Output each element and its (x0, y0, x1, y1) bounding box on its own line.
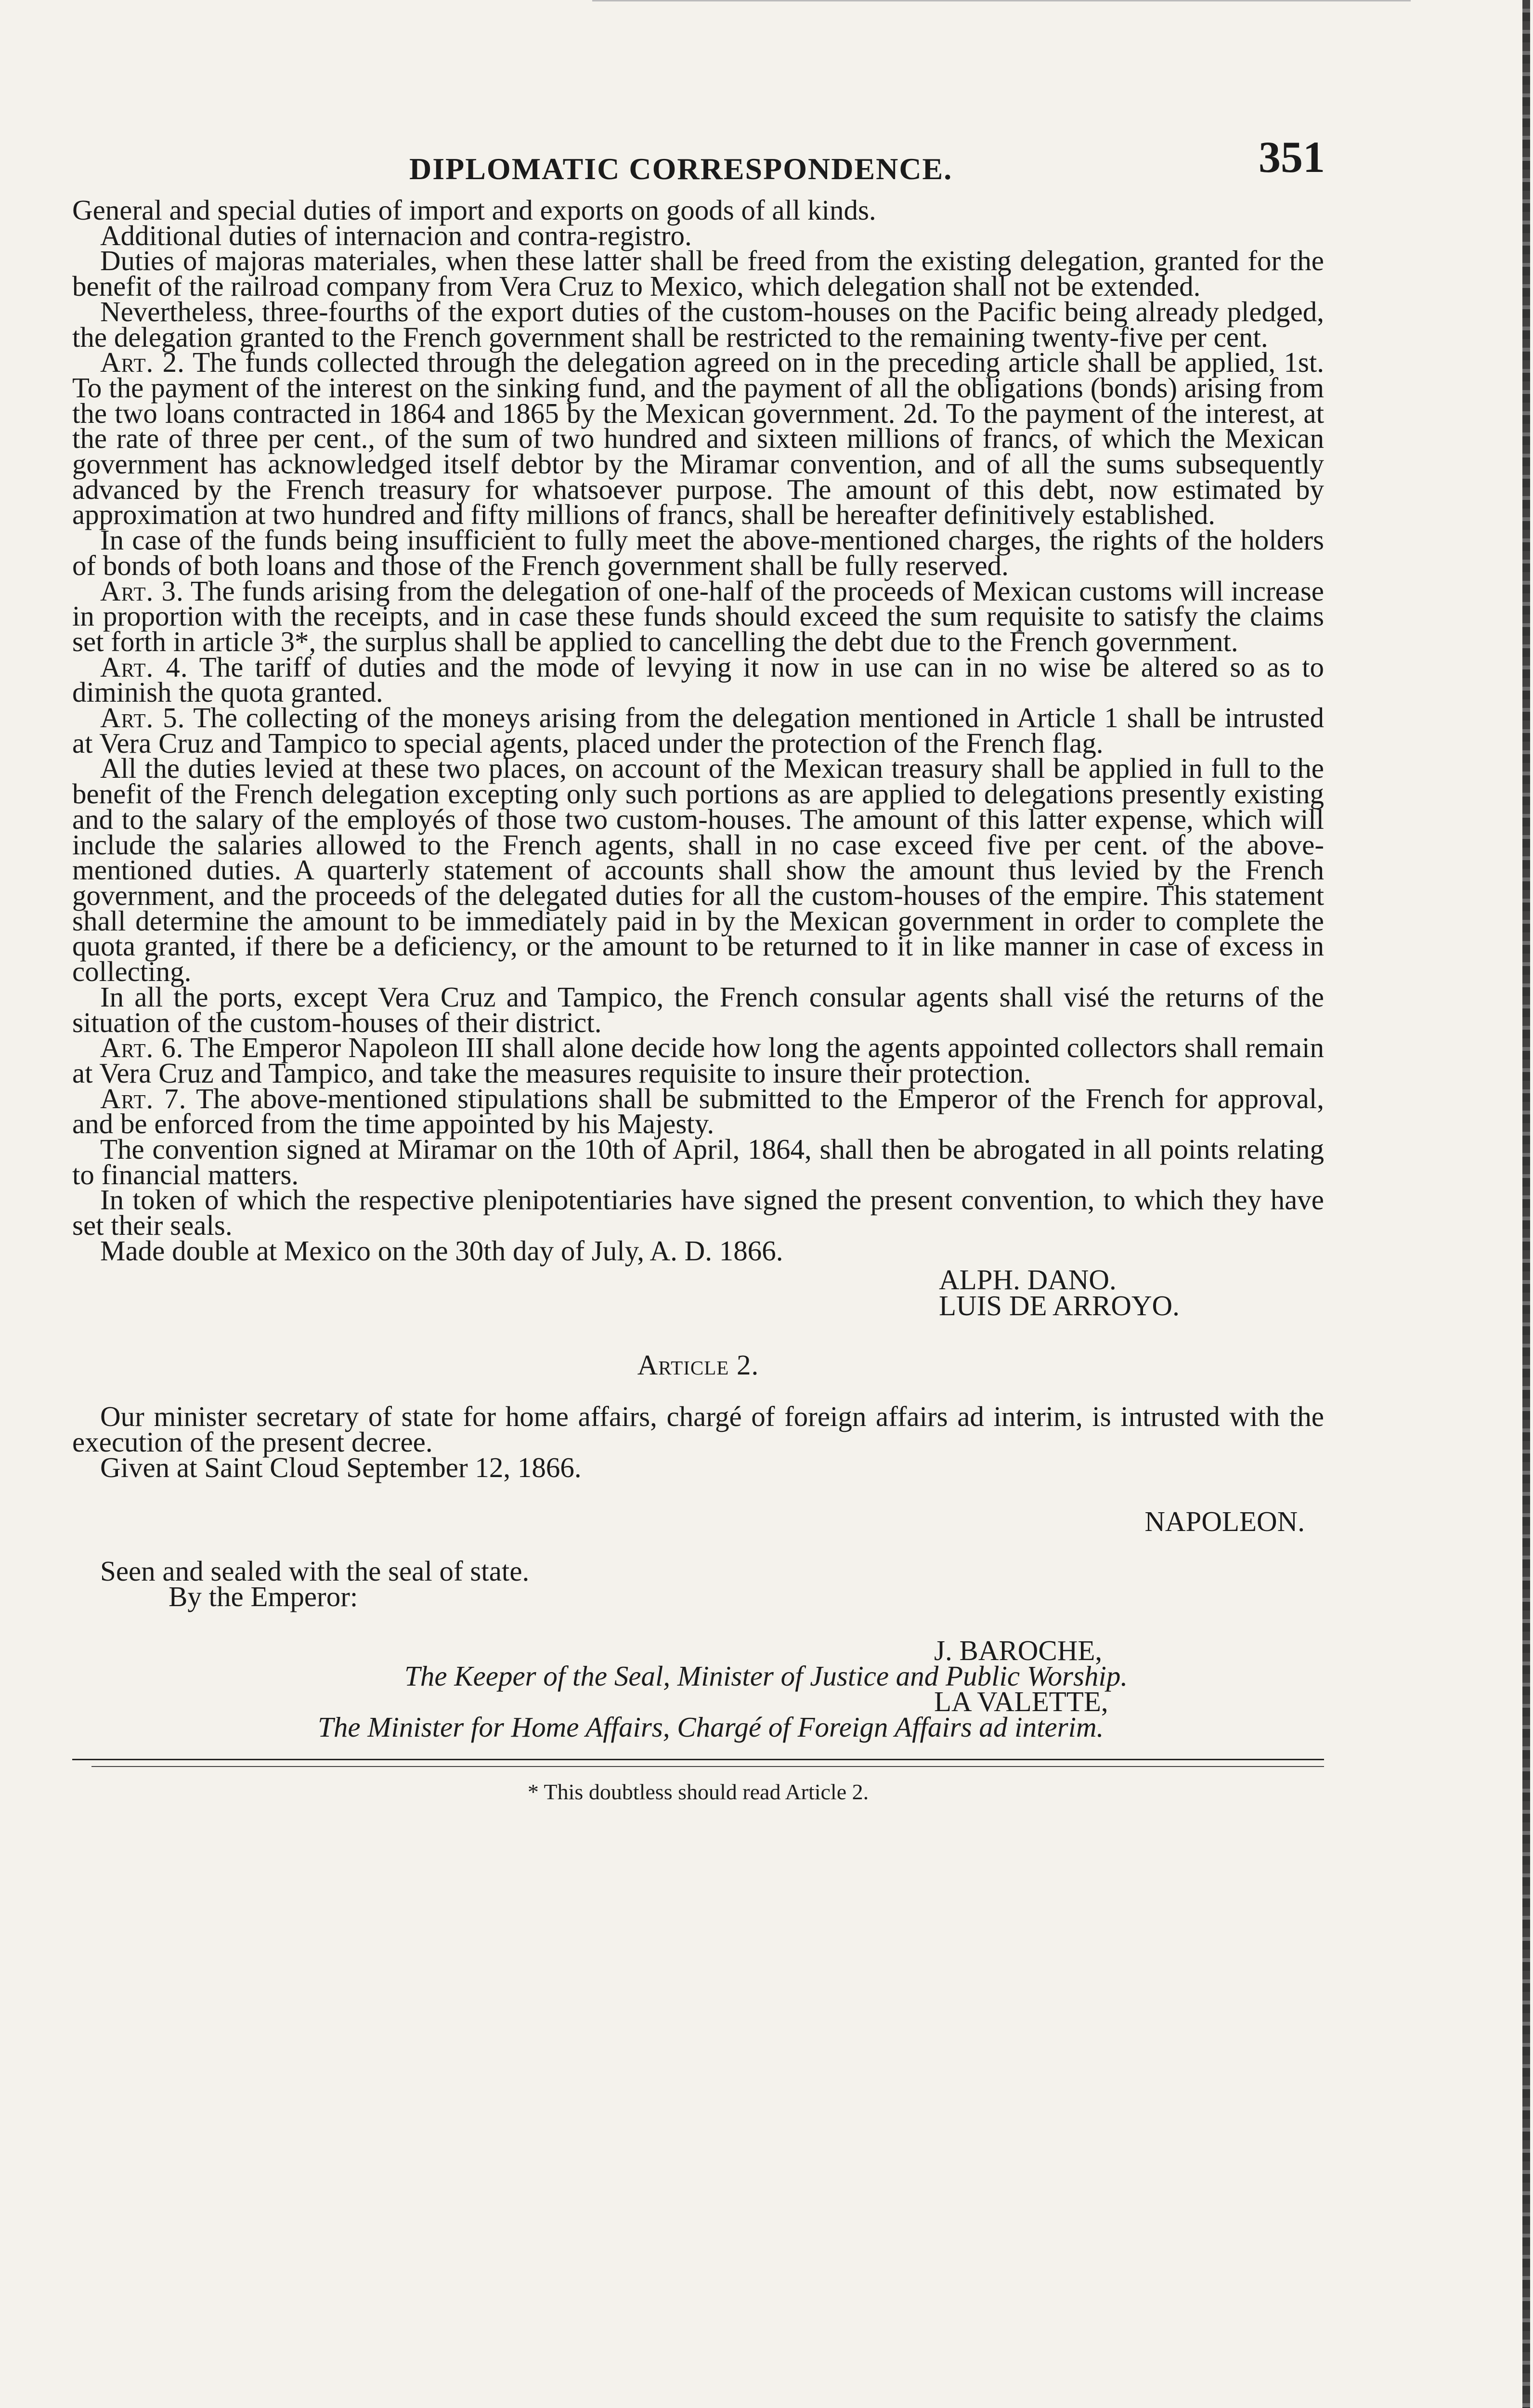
article-2-paragraph-2: Given at Saint Cloud September 12, 1866. (100, 1451, 582, 1483)
page-header (72, 132, 1325, 197)
closing-block (72, 1555, 1324, 1743)
article-label: Art. 3. (100, 575, 184, 607)
body-paragraph (72, 752, 1324, 988)
signatories-block (939, 1263, 1324, 1322)
page-number: 351 (1259, 132, 1325, 182)
body-paragraph (72, 524, 1324, 581)
paragraph-text: The collecting of the moneys arising from the delegation mentioned in Article 1 shall be intrusted at Vera Cruz and Tampico to special agents, placed under the protection of the French flag. (72, 702, 1324, 759)
signatory-dano: ALPH. DANO. (939, 1263, 1117, 1296)
paragraph-text: The funds collected through the delegation agreed on in the preceding article shall be applied, 1st. To the payment of the interest on the sinking fund, and the payment of all the obligations (bonds) arising from the two loans contracted in 1864 and 1865 by the Mexican government. 2d. To the payment of the interest, at the rate of three per cent., of the sum of two hundred and sixteen millions of francs, of which the Mexican government has acknowledged itself debtor by the Miramar convention, and of all the sums subsequently advanced by the French treasury for whatsoever purpose. The amount of this debt, now estimated by approximation at two hundred and fifty millions of francs, shall be hereafter definitively established. (72, 346, 1324, 531)
paragraph-text: The Emperor Napoleon III shall alone decide how long the agents appointed collectors shall remain at Vera Cruz and Tampico, and take the measures requisite to insure their protection. (72, 1032, 1324, 1089)
paragraph-text: Nevertheless, three-fourths of the export duties of the custom-houses on the Pacific being already pledged, the delegation granted to the French government shall be restricted to the remaining twenty-five per cent. (72, 295, 1324, 353)
paragraph-text: All the duties levied at these two places, on account of the Mexican treasury shall be applied in full to the benefit of the French delegation excepting only such portions as are applied to delegations presently existing and to the salary of the employés of those two custom-houses. The amount of this latter expense, which will include the salaries allowed to the French agents, shall in no case exceed five per cent. of the above-mentioned duties. A quarterly statement of accounts shall show the amount thus levied by the French government, and the proceeds of the delegated duties for all the custom-houses of the empire. This statement shall determine the amount to be immediately paid in by the Mexican government in order to complete the quota granted, if there be a deficiency, or the amount to be returned to it in like manner in case of excess in collecting. (72, 752, 1324, 988)
body-paragraph (72, 1082, 1325, 1140)
body-paragraph (72, 702, 1324, 759)
article-label: Art. 5. (100, 702, 185, 734)
paragraph-text: General and special duties of import and exports on goods of all kinds. (72, 194, 876, 226)
paragraph-text: The above-mentioned stipulations shall be submitted to the Emperor of the French for approval, and be enforced from the time appointed by his Majesty. (72, 1082, 1325, 1140)
article-label: Art. 7. (100, 1082, 187, 1114)
paragraph-text: In token of which the respective plenipotentiaries have signed the present convention, to which they have set their seals. (72, 1184, 1324, 1242)
paragraph-text: Made double at Mexico on the 30th day of July, A. D. 1866. (100, 1234, 783, 1267)
article-2-body (72, 1400, 1324, 1483)
top-edge-rule (592, 0, 1411, 1)
by-the-emperor: By the Emperor: (169, 1580, 358, 1612)
article-label: Art. 4. (100, 651, 188, 683)
article-2-paragraph-1: Our minister secretary of state for home affairs, chargé of foreign affairs ad interim, is intrusted with the execution of the present decree. (72, 1400, 1324, 1458)
footnote-rule-secondary (91, 1766, 1324, 1767)
article-label: Art. 6. (100, 1032, 184, 1064)
body-paragraph (72, 651, 1324, 708)
page-edge-shadow (1522, 0, 1530, 2408)
title-baroche: The Keeper of the Seal, Minister of Justice and Public Worship. (404, 1660, 1128, 1692)
signatory-lavalette: LA VALETTE, (934, 1685, 1108, 1717)
document-page (72, 132, 1325, 1805)
body-paragraph (72, 245, 1324, 302)
body-paragraph (72, 1133, 1324, 1191)
body-paragraph (72, 981, 1324, 1038)
paragraph-text: Additional duties of internacion and contra-registro. (100, 219, 692, 251)
running-title: DIPLOMATIC CORRESPONDENCE. (409, 152, 953, 186)
body-paragraph (72, 295, 1324, 353)
paragraph-text: The convention signed at Miramar on the 10th of April, 1864, shall then be abrogated in all points relating to financial matters. (72, 1133, 1324, 1191)
body-paragraph (72, 575, 1324, 657)
body-text (72, 194, 1325, 1267)
paragraph-text: The tariff of duties and the mode of levying it now in use can in no wise be altered so as to diminish the quota granted. (72, 651, 1324, 708)
body-paragraph (72, 1032, 1324, 1089)
body-paragraph (72, 1234, 1324, 1267)
body-paragraph (72, 1184, 1324, 1242)
article-2-heading: Article 2. (637, 1348, 759, 1381)
signatory-baroche: J. BAROCHE, (934, 1635, 1103, 1667)
seen-and-sealed: Seen and sealed with the seal of state. (100, 1555, 530, 1587)
napoleon-signature: NAPOLEON. (1144, 1505, 1305, 1538)
body-paragraph (72, 346, 1324, 531)
signatory-arroyo: LUIS DE ARROYO. (939, 1289, 1180, 1322)
footnote: * This doubtless should read Article 2. (527, 1780, 869, 1805)
footnote-rule (72, 1759, 1324, 1760)
paragraph-text: Duties of majoras materiales, when these latter shall be freed from the existing delegation, granted for the benefit of the railroad company from Vera Cruz to Mexico, which delegation shall not be extended. (72, 245, 1324, 302)
paragraph-text: In case of the funds being insufficient to fully meet the above-mentioned charges, the rights of the holders of bonds of both loans and those of the French government shall be fully reserved. (72, 524, 1324, 581)
paragraph-text: In all the ports, except Vera Cruz and Tampico, the French consular agents shall visé the returns of the situation of the custom-houses of their district. (72, 981, 1324, 1038)
article-label: Art. 2. (100, 346, 185, 379)
title-lavalette: The Minister for Home Affairs, Chargé of Foreign Affairs ad interim. (318, 1711, 1104, 1743)
paragraph-text: The funds arising from the delegation of one-half of the proceeds of Mexican customs will increase in proportion with the receipts, and in case these funds should exceed the sum requisite to satisfy the claims set forth in article 3*, the surplus shall be applied to cancelling the debt due to the French government. (72, 575, 1324, 657)
